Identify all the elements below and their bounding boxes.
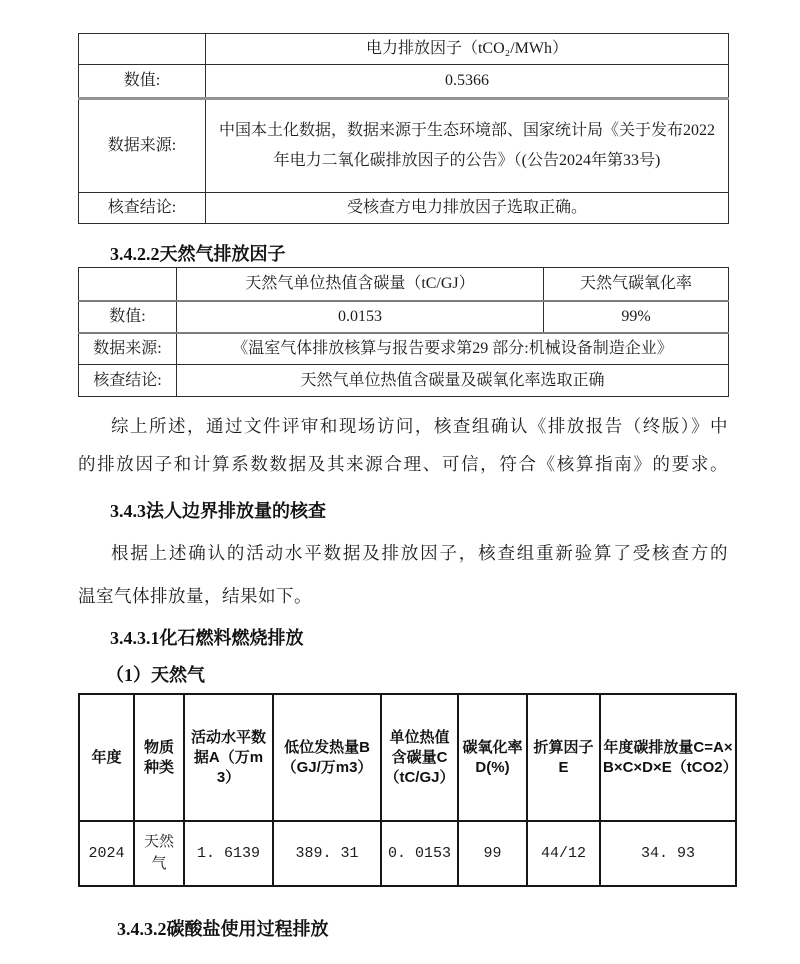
heading-fossil-fuel: 3.4.3.1化石燃料燃烧排放 xyxy=(110,628,304,648)
heat-value-cell: 389. 31 xyxy=(273,821,381,886)
conversion-factor-cell: 44/12 xyxy=(527,821,600,886)
column-header-cell: 天然气单位热值含碳量（tC/GJ） xyxy=(177,268,544,301)
table-row xyxy=(79,268,729,301)
value-cell: 0.5366 xyxy=(206,65,729,99)
column-header-cell: 年度碳排放量C=A×B×C×D×E（tCO2） xyxy=(600,694,736,821)
column-header-cell: 折算因子E xyxy=(527,694,600,821)
recalc-paragraph-line-2: 温室气体排放量，结果如下。 xyxy=(78,586,312,606)
heading-natural-gas-factor: 3.4.2.2天然气排放因子 xyxy=(110,244,286,264)
source-cell: 《温室气体排放核算与报告要求第29 部分:机械设备制造企业》 xyxy=(177,333,729,365)
table-row xyxy=(79,365,729,397)
table-row xyxy=(79,333,729,365)
natural-gas-emission-table xyxy=(78,693,737,887)
label-cell: 数值: xyxy=(79,65,206,99)
carbon-content-cell: 0. 0153 xyxy=(381,821,458,886)
table-row xyxy=(79,65,729,99)
label-cell: 数值: xyxy=(79,301,177,333)
column-header-cell: 单位热值含碳量C（tC/GJ） xyxy=(381,694,458,821)
year-cell: 2024 xyxy=(79,821,134,886)
label-cell: 数据来源: xyxy=(79,99,206,193)
oxidation-rate-cell: 99 xyxy=(458,821,527,886)
table-header-row xyxy=(79,694,736,821)
table-row xyxy=(79,821,736,886)
table-row xyxy=(79,34,729,65)
value-cell: 99% xyxy=(544,301,729,333)
value-cell: 0.0153 xyxy=(177,301,544,333)
label-cell: 核查结论: xyxy=(79,193,206,224)
heading-carbonate: 3.4.3.2碳酸盐使用过程排放 xyxy=(117,919,329,939)
summary-paragraph-line-2: 的排放因子和计算系数数据及其来源合理、可信，符合《核算指南》的要求。 xyxy=(78,454,728,474)
column-header-cell: 碳氧化率D(%) xyxy=(458,694,527,821)
conclusion-cell: 天然气单位热值含碳量及碳氧化率选取正确 xyxy=(177,365,729,397)
empty-cell xyxy=(79,34,206,65)
heading-natural-gas-item: （1）天然气 xyxy=(106,665,205,685)
summary-paragraph-line-1: 综上所述，通过文件评审和现场访问，核查组确认《排放报告（终版）》中 xyxy=(111,416,728,436)
column-header-cell: 天然气碳氧化率 xyxy=(544,268,729,301)
natural-gas-factor-table xyxy=(78,267,729,397)
annual-emission-cell: 34. 93 xyxy=(600,821,736,886)
source-cell: 中国本土化数据，数据来源于生态环境部、国家统计局《关于发布2022年电力二氧化碳排放因子的公告》（(公告2024年第33号) xyxy=(206,99,729,193)
label-cell: 数据来源: xyxy=(79,333,177,365)
table-row xyxy=(79,193,729,224)
label-cell: 核查结论: xyxy=(79,365,177,397)
activity-data-cell: 1. 6139 xyxy=(184,821,273,886)
electricity-factor-table xyxy=(78,33,729,224)
column-header-cell: 低位发热量B（GJ/万m3） xyxy=(273,694,381,821)
heading-legal-boundary: 3.4.3法人边界排放量的核查 xyxy=(110,501,326,521)
empty-cell xyxy=(79,268,177,301)
column-header-cell: 活动水平数据A（万m3） xyxy=(184,694,273,821)
column-header-cell: 物质种类 xyxy=(134,694,184,821)
table-row xyxy=(79,99,729,193)
column-header-cell: 年度 xyxy=(79,694,134,821)
conclusion-cell: 受核查方电力排放因子选取正确。 xyxy=(206,193,729,224)
column-header-cell: 电力排放因子（tCO₂/MWh） xyxy=(206,34,729,65)
table-row xyxy=(79,301,729,333)
material-cell: 天然气 xyxy=(134,821,184,886)
recalc-paragraph-line-1: 根据上述确认的活动水平数据及排放因子，核查组重新验算了受核查方的 xyxy=(111,543,728,563)
